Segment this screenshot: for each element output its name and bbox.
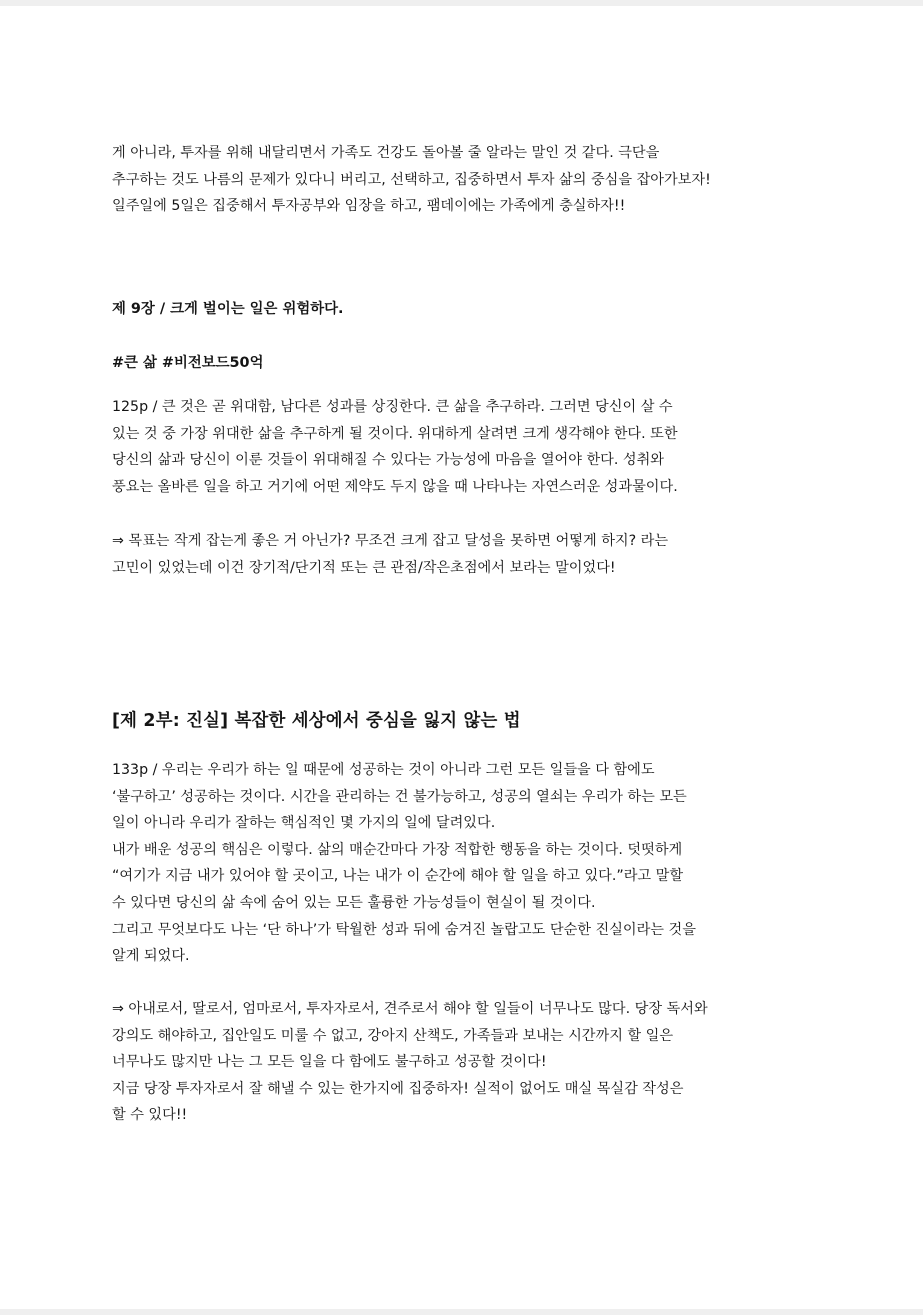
text-line: 지금 당장 투자자로서 잘 해낼 수 있는 한가지에 집중하자! 실적이 없어도 매실 목실감 작성은 — [112, 1080, 684, 1097]
text-line: 133p / 우리는 우리가 하는 일 때문에 성공하는 것이 아니라 그런 모든 일들을 다 함에도 — [112, 762, 655, 778]
text-line: 있는 것 중 가장 위대한 삶을 추구하게 될 것이다. 위대하게 살려면 크게 생각해야 한다. 또한 — [112, 425, 678, 442]
part2-reflection — [112, 996, 832, 1129]
text-line: ‘불구하고’ 성공하는 것이다. 시간을 관리하는 건 불가능하고, 성공의 열쇠는 우리가 하는 모든 — [112, 788, 687, 805]
text-line: 내가 배운 성공의 핵심은 이렇다. 삶의 매순간마다 가장 적합한 행동을 하는 것이다. 덧떳하게 — [112, 841, 683, 858]
text-line: 강의도 해야하고, 집안일도 미룰 수 없고, 강아지 산책도, 가족들과 보내는 시간까지 할 일은 — [112, 1027, 674, 1044]
text-line: ⇒ 목표는 작게 잡는게 좋은 거 아닌가? 무조건 크게 잡고 달성을 못하면 어떻게 하지? 라는 — [112, 533, 669, 549]
text-line: “여기가 지금 내가 있어야 할 곳이고, 나는 내가 이 순간에 해야 할 일을 하고 있다.”라고 말할 — [112, 868, 684, 885]
text-line: 추구하는 것도 나름의 문제가 있다니 버리고, 선택하고, 집중하면서 투자 삶의 중심을 잡아가보자! — [112, 171, 711, 188]
part2-quote — [112, 757, 832, 970]
chapter-heading: 제 9장 / 크게 벌이는 일은 위험하다. — [112, 301, 344, 317]
part-heading: [제 2부: 진실] 복잡한 세상에서 중심을 잃지 않는 법 — [112, 711, 521, 731]
text-line: 너무나도 많지만 나는 그 모든 일을 다 함에도 불구하고 성공할 것이다! — [112, 1054, 547, 1071]
chapter9-quote — [112, 394, 832, 500]
text-line: 일이 아니라 우리가 잘하는 핵심적인 몇 가지의 일에 달려있다. — [112, 815, 496, 832]
text-line: 고민이 있었는데 이건 장기적/단기적 또는 큰 관점/작은초점에서 보라는 말이었다! — [112, 559, 616, 576]
bottom-margin-strip — [0, 1309, 923, 1315]
text-line: 풍요는 올바른 일을 하고 거기에 어떤 제약도 두지 않을 때 나타나는 자연스러운 성과물이다. — [112, 478, 678, 495]
text-line: ⇒ 아내로서, 딸로서, 엄마로서, 투자자로서, 견주로서 해야 할 일들이 너무나도 많다. 당장 독서와 — [112, 1001, 708, 1017]
text-line: 게 아니라, 투자를 위해 내달리면서 가족도 건강도 돌아볼 줄 알라는 말인 것 같다. 극단을 — [112, 145, 660, 161]
intro-paragraph — [112, 140, 832, 220]
text-line: 당신의 삶과 당신이 이룬 것들이 위대해질 수 있다는 가능성에 마음을 열어야 한다. 성취와 — [112, 452, 665, 469]
document-page — [0, 6, 923, 1309]
text-line: 일주일에 5일은 집중해서 투자공부와 임장을 하고, 팸데이에는 가족에게 충실하자!! — [112, 198, 626, 215]
hashtag-line: #큰 삶 #비전보드50억 — [112, 355, 264, 371]
text-line: 수 있다면 당신의 삶 속에 숨어 있는 모든 훌륭한 가능성들이 현실이 될 것이다. — [112, 894, 596, 911]
text-line: 알게 되었다. — [112, 948, 190, 965]
text-line: 할 수 있다!! — [112, 1107, 188, 1124]
chapter9-reflection — [112, 528, 832, 581]
text-line: 그리고 무엇보다도 나는 ‘단 하나’가 탁월한 성과 뒤에 숨겨진 놀랍고도 단순한 진실이라는 것을 — [112, 921, 696, 938]
text-line: 125p / 큰 것은 곧 위대함, 남다른 성과를 상징한다. 큰 삶을 추구하라. 그러면 당신이 살 수 — [112, 399, 673, 415]
